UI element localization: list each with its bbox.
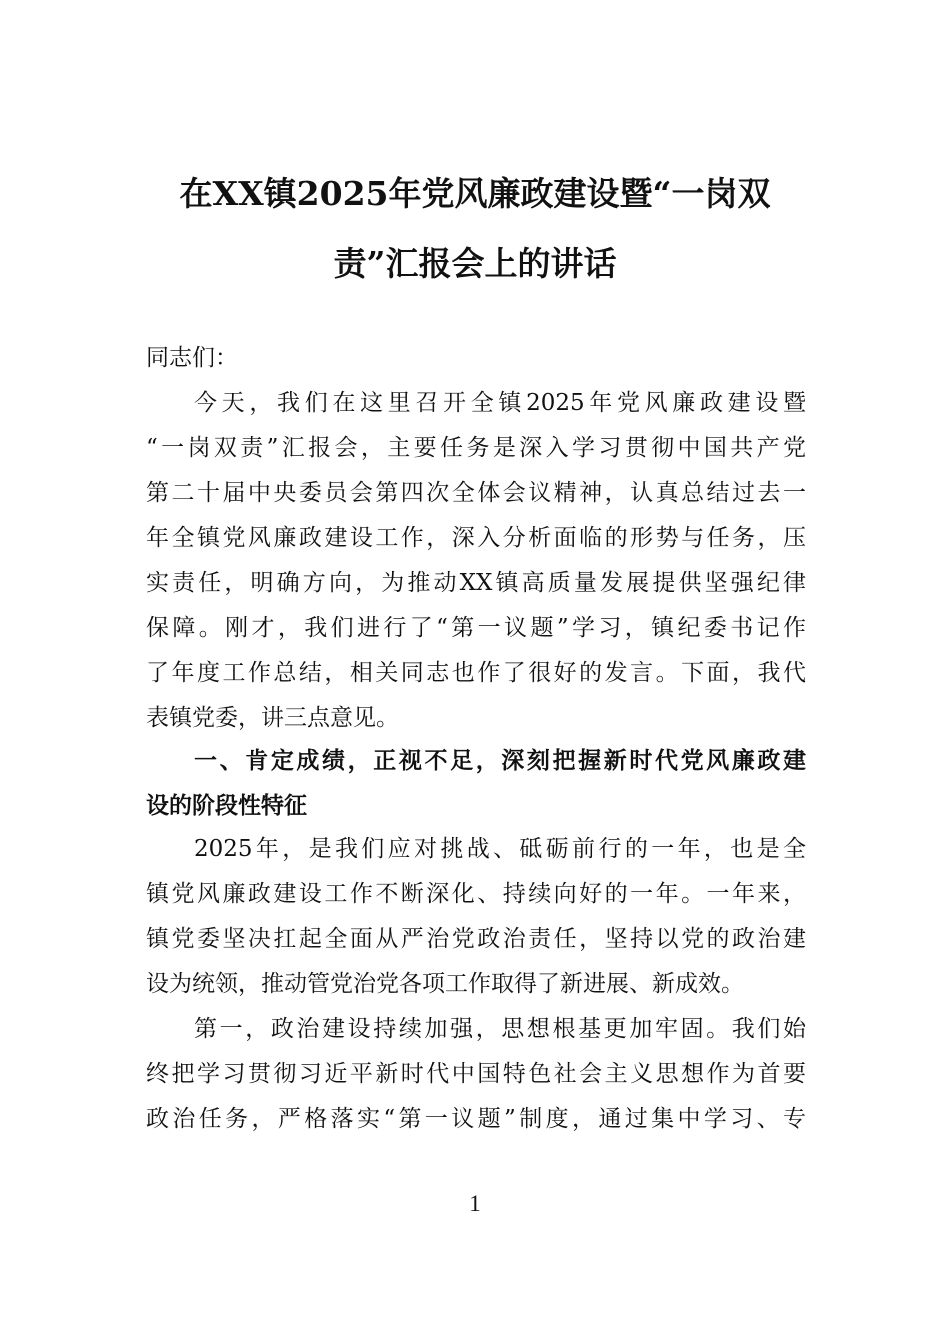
paragraph-line: 今天，我们在这里召开全镇2025年党风廉政建设暨	[194, 390, 806, 416]
paragraph-line: 第二十届中央委员会第四次全体会议精神，认真总结过去一	[146, 480, 806, 506]
paragraph-line: 第一，政治建设持续加强，思想根基更加牢固。我们始	[194, 1016, 806, 1042]
page-number: 1	[469, 1191, 481, 1216]
document-title-line-2: 责”汇报会上的讲话	[333, 244, 617, 283]
paragraph-line: 保障。刚才，我们进行了“第一议题”学习，镇纪委书记作	[146, 615, 806, 641]
paragraph-line: 设为统领，推动管党治党各项工作取得了新进展、新成效。	[146, 971, 744, 997]
paragraph-line: 终把学习贯彻习近平新时代中国特色社会主义思想作为首要	[146, 1061, 806, 1087]
document-title-line-1: 在XX镇2025年党风廉政建设暨“一岗双	[179, 174, 771, 213]
paragraph-line: 镇党委坚决扛起全面从严治党政治责任，坚持以党的政治建	[146, 926, 806, 952]
section-heading-line: 一、肯定成绩，正视不足，深刻把握新时代党风廉政建	[194, 748, 806, 774]
section-heading-line: 设的阶段性特征	[146, 793, 307, 819]
salutation: 同志们：	[146, 345, 238, 371]
paragraph-line: 年全镇党风廉政建设工作，深入分析面临的形势与任务，压	[146, 525, 806, 551]
paragraph-line: 实责任，明确方向，为推动XX镇高质量发展提供坚强纪律	[146, 570, 806, 596]
paragraph-line: 表镇党委，讲三点意见。	[146, 705, 399, 731]
paragraph-line: 镇党风廉政建设工作不断深化、持续向好的一年。一年来，	[146, 881, 806, 907]
paragraph-line: 了年度工作总结，相关同志也作了很好的发言。下面，我代	[146, 660, 806, 686]
paragraph-line: 政治任务，严格落实“第一议题”制度，通过集中学习、专	[146, 1106, 806, 1132]
paragraph-line: “一岗双责”汇报会，主要任务是深入学习贯彻中国共产党	[146, 435, 806, 461]
paragraph-line: 2025年，是我们应对挑战、砥砺前行的一年，也是全	[194, 836, 806, 862]
